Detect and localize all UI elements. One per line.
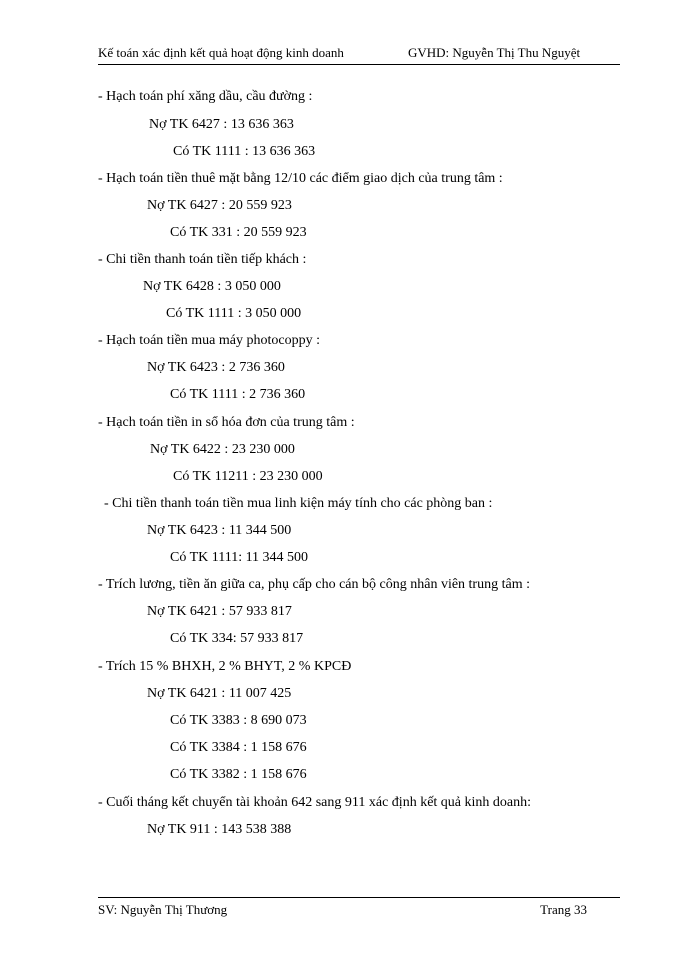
credit-line: Có TK 3383 : 8 690 073 [170,713,307,728]
entry-heading: - Cuối tháng kết chuyển tài khoản 642 sang 911 xác định kết quả kinh doanh: [98,795,532,810]
credit-line: Có TK 11211 : 23 230 000 [173,469,323,484]
entry-heading: - Chi tiền thanh toán tiền tiếp khách : [98,252,307,267]
debit-line: Nợ TK 6422 : 23 230 000 [150,442,295,457]
entry-heading: - Hạch toán tiền thuê mặt bằng 12/10 các điểm giao dịch của trung tâm : [98,171,503,186]
entry-heading: - Trích 15 % BHXH, 2 % BHYT, 2 % KPCĐ [98,659,352,674]
debit-line: Nợ TK 6428 : 3 050 000 [143,279,281,294]
credit-line: Có TK 1111 : 3 050 000 [166,306,302,321]
entry-heading: - Trích lương, tiền ăn giữa ca, phụ cấp cho cán bộ công nhân viên trung tâm : [98,577,530,592]
entry-heading: - Hạch toán tiền mua máy photocoppy : [98,333,320,348]
header-title: Kế toán xác định kết quả hoạt động kinh doanh [98,45,344,60]
debit-line: Nợ TK 6423 : 11 344 500 [147,523,292,538]
debit-line: Nợ TK 6427 : 13 636 363 [149,117,294,132]
credit-line: Có TK 1111 : 13 636 363 [173,144,316,159]
footer-divider [98,897,620,898]
entry-heading: - Hạch toán tiền in sổ hóa đơn của trung tâm : [98,415,355,430]
page-header [98,44,620,65]
header-instructor: GVHD: Nguyễn Thị Thu Nguyệt [408,45,581,60]
credit-line: Có TK 331 : 20 559 923 [170,225,307,240]
debit-line: Nợ TK 6421 : 57 933 817 [147,604,292,619]
debit-line: Nợ TK 6423 : 2 736 360 [147,360,285,375]
credit-line: Có TK 1111: 11 344 500 [170,550,309,565]
entry-heading: - Hạch toán phí xăng dầu, cầu đường : [98,89,313,104]
credit-line: Có TK 334: 57 933 817 [170,631,304,646]
debit-line: Nợ TK 911 : 143 538 388 [147,822,292,837]
page-number: Trang 33 [540,902,587,917]
entry-heading: - Chi tiền thanh toán tiền mua linh kiện máy tính cho các phòng ban : [104,496,493,511]
footer-student: SV: Nguyễn Thị Thương [98,902,228,917]
credit-line: Có TK 3384 : 1 158 676 [170,740,307,755]
debit-line: Nợ TK 6427 : 20 559 923 [147,198,292,213]
credit-line: Có TK 1111 : 2 736 360 [170,387,306,402]
debit-line: Nợ TK 6421 : 11 007 425 [147,686,292,701]
page-footer [98,901,620,921]
credit-line: Có TK 3382 : 1 158 676 [170,767,307,782]
